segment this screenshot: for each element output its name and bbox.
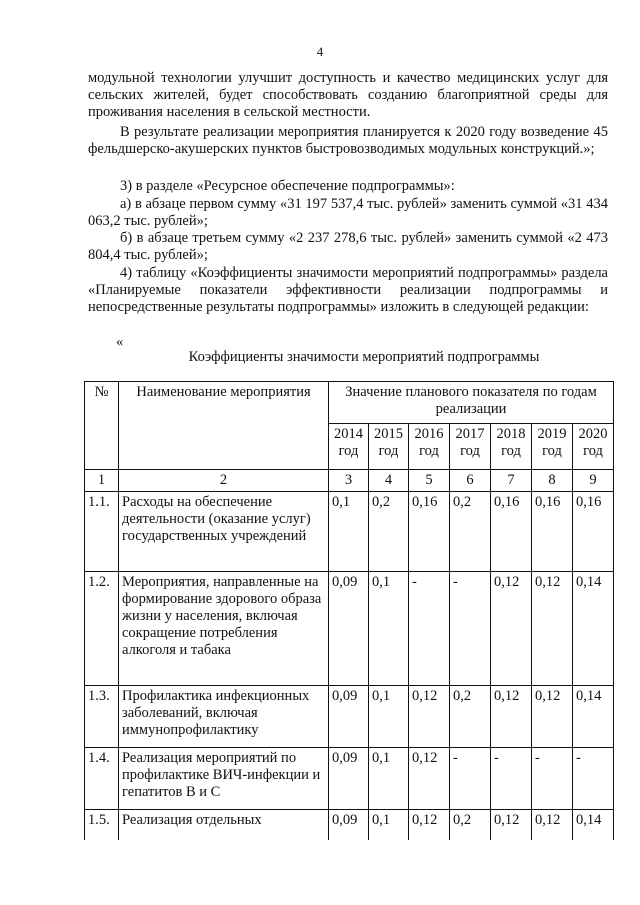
row-value: 0,1: [369, 572, 409, 686]
row-value: 0,12: [491, 810, 532, 840]
header-year: 2017 год: [450, 424, 491, 470]
col-number: 4: [369, 470, 409, 492]
row-value: -: [491, 748, 532, 810]
row-name: Профилактика инфекционных заболеваний, включая иммунопрофилактику: [119, 686, 329, 748]
row-value: -: [532, 748, 573, 810]
table-row: [85, 492, 614, 572]
row-value: -: [573, 748, 614, 810]
paragraph-continuation: модульной технологии улучшит доступность и качество медицинских услуг для сельских жителей, будет способствовать созданию благоприятной среды для проживания населения в сельской местности.: [88, 70, 608, 120]
row-value: 0,09: [329, 572, 369, 686]
header-year: 2019 год: [532, 424, 573, 470]
row-value: 0,12: [491, 572, 532, 686]
col-number: 5: [409, 470, 450, 492]
paragraph-item-3b: б) в абзаце третьем сумму «2 237 278,6 тыс. рублей» заменить суммой «2 473 804,4 тыс. рублей»;: [88, 230, 608, 263]
row-value: 0,1: [369, 748, 409, 810]
row-value: 0,09: [329, 748, 369, 810]
table-row: [85, 686, 614, 748]
table-row: [85, 810, 614, 840]
row-value: 0,12: [532, 810, 573, 840]
row-value: 0,12: [532, 572, 573, 686]
paragraph-item-4: 4) таблицу «Коэффициенты значимости мероприятий подпрограммы» раздела «Планируемые показатели эффективности реализации подпрограммы и непосредственные результаты подпрограммы» изложить в следующей редакции:: [88, 265, 608, 315]
coefficients-table: [84, 381, 614, 840]
row-value: 0,14: [573, 810, 614, 840]
row-name: Реализация мероприятий по профилактике ВИЧ-инфекции и гепатитов В и С: [119, 748, 329, 810]
row-num: 1.1.: [85, 492, 119, 572]
table-title: Коэффициенты значимости мероприятий подпрограммы: [188, 349, 540, 365]
row-value: 0,1: [369, 686, 409, 748]
row-value: 0,14: [573, 686, 614, 748]
page-number: 4: [316, 44, 324, 59]
row-value: 0,09: [329, 686, 369, 748]
col-number: 1: [85, 470, 119, 492]
row-value: -: [409, 572, 450, 686]
row-value: 0,12: [532, 686, 573, 748]
row-name: Реализация отдельных: [119, 810, 329, 840]
row-value: 0,16: [409, 492, 450, 572]
col-number: 9: [573, 470, 614, 492]
row-value: 0,09: [329, 810, 369, 840]
paragraph-item-3a: а) в абзаце первом сумму «31 197 537,4 тыс. рублей» заменить суммой «31 434 063,2 тыс. рублей»;: [88, 196, 608, 229]
col-number: 8: [532, 470, 573, 492]
row-value: 0,2: [450, 492, 491, 572]
opening-quote: «: [116, 334, 124, 350]
row-num: 1.4.: [85, 748, 119, 810]
header-year: 2020 год: [573, 424, 614, 470]
row-name: Расходы на обеспечение деятельности (оказание услуг) государственных учреждений: [119, 492, 329, 572]
row-value: 0,16: [491, 492, 532, 572]
row-value: 0,16: [573, 492, 614, 572]
header-year: 2018 год: [491, 424, 532, 470]
header-year: 2015 год: [369, 424, 409, 470]
row-value: 0,2: [450, 686, 491, 748]
row-value: 0,12: [409, 748, 450, 810]
header-name: Наименование мероприятия: [119, 382, 329, 470]
table-row: [85, 572, 614, 686]
header-year: 2016 год: [409, 424, 450, 470]
row-value: 0,12: [409, 686, 450, 748]
row-value: -: [450, 572, 491, 686]
row-value: 0,1: [329, 492, 369, 572]
row-num: 1.5.: [85, 810, 119, 840]
row-value: -: [450, 748, 491, 810]
header-value: Значение планового показателя по годам реализации: [329, 382, 614, 424]
row-value: 0,16: [532, 492, 573, 572]
row-name: Мероприятия, направленные на формирование здорового образа жизни у населения, включая сокращение потребления алкоголя и табака: [119, 572, 329, 686]
col-number: 7: [491, 470, 532, 492]
row-value: 0,12: [491, 686, 532, 748]
col-number: 2: [119, 470, 329, 492]
header-num: №: [85, 382, 119, 470]
col-number: 6: [450, 470, 491, 492]
row-num: 1.2.: [85, 572, 119, 686]
row-num: 1.3.: [85, 686, 119, 748]
row-value: 0,1: [369, 810, 409, 840]
table-row: [85, 748, 614, 810]
row-value: 0,14: [573, 572, 614, 686]
row-value: 0,2: [450, 810, 491, 840]
paragraph-result: В результате реализации мероприятия планируется к 2020 году возведение 45 фельдшерско-акушерских пунктов быстровозводимых модульных конструкций.»;: [88, 124, 608, 157]
paragraph-item-3: 3) в разделе «Ресурсное обеспечение подпрограммы»:: [120, 178, 455, 194]
row-value: 0,12: [409, 810, 450, 840]
header-year: 2014 год: [329, 424, 369, 470]
col-number: 3: [329, 470, 369, 492]
row-value: 0,2: [369, 492, 409, 572]
